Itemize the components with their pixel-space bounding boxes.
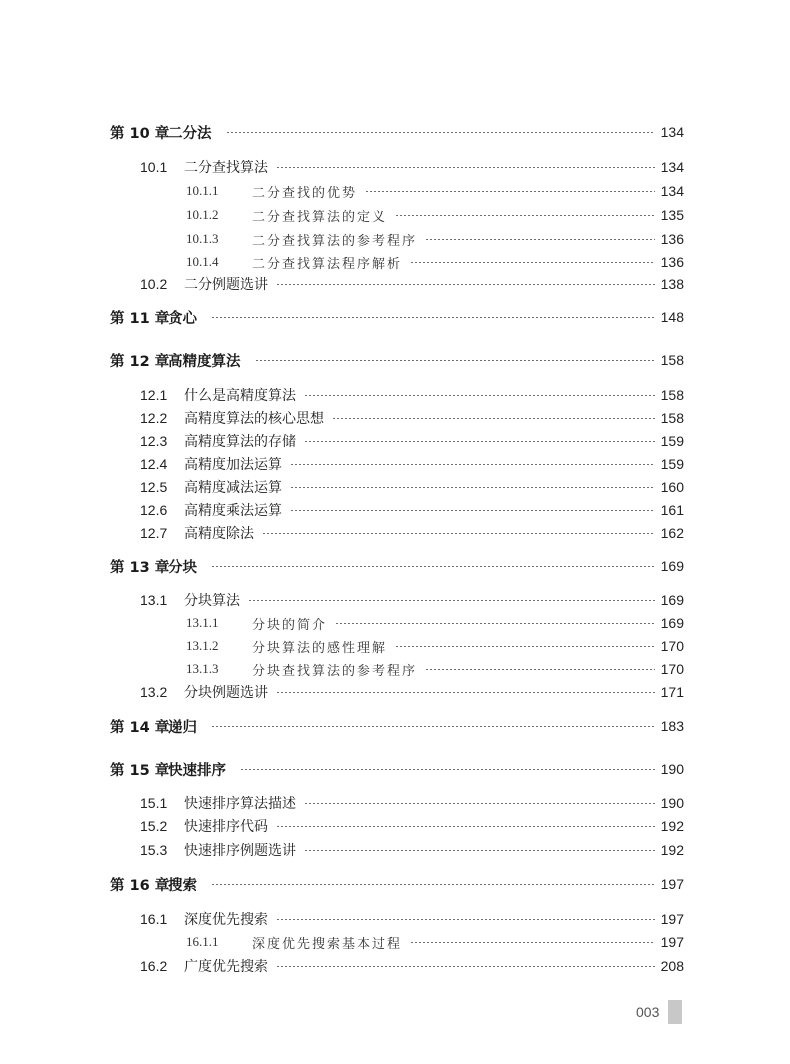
toc-leader-dots [211,726,655,727]
toc-entry-number: 第 11 章 [110,310,170,327]
toc-entry-title: 搜索 [168,877,197,894]
toc-entry-number: 12.4 [140,456,168,472]
toc-section-entry [140,476,684,498]
toc-entry-page: 136 [660,231,684,247]
toc-section-entry [140,792,684,814]
toc-entry-number: 16.2 [140,958,168,974]
toc-entry-page: 170 [660,638,684,654]
toc-entry-title: 快速排序代码 [184,819,268,835]
toc-leader-dots [365,191,655,192]
toc-section-entry [140,589,684,611]
toc-entry-title: 快速排序 [168,762,226,779]
toc-entry-number: 13.1.3 [186,661,219,676]
toc-entry-title: 高精度算法 [168,353,241,370]
toc-leader-dots [290,487,655,488]
toc-entry-page: 169 [660,592,684,608]
toc-entry-number: 第 12 章 [110,353,170,370]
toc-entry-page: 159 [660,433,684,449]
toc-leader-dots [276,919,655,920]
toc-leader-dots [425,239,655,240]
toc-entry-page: 197 [660,934,684,950]
page-number: 003 [636,1004,660,1020]
toc-entry-title: 分块 [168,559,197,576]
toc-leader-dots [290,510,655,511]
toc-leader-dots [276,966,655,967]
toc-entry-page: 161 [660,502,684,518]
toc-entry-number: 15.1 [140,795,168,811]
toc-leader-dots [276,284,655,285]
toc-section-entry [140,453,684,475]
toc-leader-dots [290,464,655,465]
toc-entry-page: 208 [660,958,684,974]
toc-entry-title: 贪心 [168,310,197,327]
toc-section-entry [140,156,684,178]
toc-entry-title: 分块算法 [184,593,240,609]
toc-entry-page: 134 [660,124,684,140]
toc-entry-page: 171 [660,684,684,700]
toc-entry-title: 二分查找算法 [184,160,268,176]
toc-entry-title: 高精度乘法运算 [184,503,282,519]
toc-sub-entry [186,180,684,202]
toc-leader-dots [240,769,655,770]
toc-chapter-entry [110,715,684,737]
toc-leader-dots [304,395,655,396]
toc-entry-title: 高精度算法的核心思想 [184,411,324,427]
toc-entry-page: 148 [660,309,684,325]
toc-entry-title: 高精度加法运算 [184,457,282,473]
toc-leader-dots [226,132,655,133]
toc-entry-page: 158 [660,387,684,403]
toc-sub-entry [186,204,684,226]
toc-leader-dots [304,803,655,804]
toc-entry-number: 13.1.1 [186,615,219,630]
toc-entry-title: 分块算法的感性理解 [252,640,388,656]
toc-entry-page: 158 [660,352,684,368]
toc-chapter-entry [110,555,684,577]
toc-chapter-entry [110,758,684,780]
toc-entry-number: 13.1.2 [186,638,219,653]
toc-entry-page: 134 [660,159,684,175]
toc-leader-dots [276,692,655,693]
toc-section-entry [140,430,684,452]
toc-leader-dots [262,533,655,534]
toc-chapter-entry [110,349,684,371]
toc-section-entry [140,908,684,930]
toc-entry-number: 12.7 [140,525,168,541]
toc-entry-page: 135 [660,207,684,223]
toc-chapter-entry [110,873,684,895]
toc-entry-number: 15.3 [140,842,168,858]
toc-entry-page: 197 [660,876,684,892]
toc-entry-number: 13.1 [140,592,168,608]
toc-entry-number: 10.1 [140,159,168,175]
toc-leader-dots [276,826,655,827]
toc-section-entry [140,499,684,521]
toc-entry-number: 16.1 [140,911,168,927]
toc-entry-page: 190 [660,795,684,811]
toc-sub-entry [186,931,684,953]
toc-entry-number: 10.1.3 [186,231,219,246]
toc-entry-title: 分块查找算法的参考程序 [252,663,418,679]
toc-leader-dots [211,566,655,567]
toc-entry-number: 12.2 [140,410,168,426]
toc-entry-number: 第 15 章 [110,762,170,779]
toc-entry-number: 10.2 [140,276,168,292]
toc-entry-title: 高精度除法 [184,526,254,542]
toc-entry-title: 快速排序例题选讲 [184,843,296,859]
toc-sub-entry [186,635,684,657]
toc-entry-page: 159 [660,456,684,472]
toc-sub-entry [186,228,684,250]
toc-leader-dots [425,669,655,670]
toc-section-entry [140,955,684,977]
toc-leader-dots [332,418,655,419]
toc-entry-title: 二分查找算法程序解析 [252,256,403,272]
toc-entry-title: 广度优先搜索 [184,959,268,975]
toc-entry-page: 183 [660,718,684,734]
toc-entry-number: 第 10 章 [110,125,170,142]
toc-entry-page: 190 [660,761,684,777]
toc-entry-page: 192 [660,842,684,858]
toc-sub-entry [186,612,684,634]
toc-leader-dots [276,167,655,168]
toc-entry-title: 二分查找的优势 [252,185,358,201]
toc-entry-title: 深度优先搜索基本过程 [252,936,403,952]
toc-entry-page: 169 [660,558,684,574]
toc-entry-title: 深度优先搜索 [184,912,268,928]
toc-entry-page: 158 [660,410,684,426]
toc-leader-dots [410,262,655,263]
toc-entry-title: 分块的简介 [252,617,328,633]
toc-entry-number: 16.1.1 [186,934,219,949]
toc-entry-title: 高精度算法的存储 [184,434,296,450]
toc-entry-page: 169 [660,615,684,631]
toc-sub-entry [186,251,684,273]
toc-entry-page: 170 [660,661,684,677]
toc-leader-dots [410,942,655,943]
toc-leader-dots [335,623,655,624]
toc-entry-number: 10.1.4 [186,254,219,269]
toc-entry-page: 160 [660,479,684,495]
toc-entry-page: 197 [660,911,684,927]
toc-leader-dots [395,646,655,647]
toc-leader-dots [211,317,655,318]
toc-chapter-entry [110,306,684,328]
toc-entry-number: 12.5 [140,479,168,495]
toc-leader-dots [255,360,655,361]
toc-entry-title: 二分查找算法的参考程序 [252,233,418,249]
toc-entry-number: 13.2 [140,684,168,700]
toc-entry-number: 12.1 [140,387,168,403]
toc-entry-title: 高精度减法运算 [184,480,282,496]
toc-entry-number: 12.3 [140,433,168,449]
toc-entry-title: 二分法 [168,125,212,142]
toc-section-entry [140,407,684,429]
toc-entry-title: 二分查找算法的定义 [252,209,388,225]
toc-entry-number: 第 13 章 [110,559,170,576]
toc-entry-page: 192 [660,818,684,834]
toc-entry-number: 第 14 章 [110,719,170,736]
toc-section-entry [140,384,684,406]
toc-entry-number: 第 16 章 [110,877,170,894]
toc-entry-page: 138 [660,276,684,292]
toc-entry-page: 134 [660,183,684,199]
toc-leader-dots [211,884,655,885]
toc-section-entry [140,273,684,295]
toc-entry-number: 12.6 [140,502,168,518]
toc-sub-entry [186,658,684,680]
toc-entry-number: 10.1.1 [186,183,219,198]
toc-section-entry [140,839,684,861]
toc-section-entry [140,681,684,703]
toc-entry-page: 136 [660,254,684,270]
toc-entry-title: 递归 [168,719,197,736]
toc-entry-page: 162 [660,525,684,541]
toc-section-entry [140,815,684,837]
toc-entry-title: 二分例题选讲 [184,277,268,293]
toc-chapter-entry [110,121,684,143]
toc-entry-number: 15.2 [140,818,168,834]
toc-entry-title: 分块例题选讲 [184,685,268,701]
toc-leader-dots [395,215,655,216]
page-edge-marker [668,1000,682,1024]
toc-leader-dots [304,441,655,442]
toc-entry-number: 10.1.2 [186,207,219,222]
toc-leader-dots [248,600,655,601]
toc-section-entry [140,522,684,544]
toc-leader-dots [304,850,655,851]
toc-entry-title: 快速排序算法描述 [184,796,296,812]
toc-entry-title: 什么是高精度算法 [184,388,296,404]
